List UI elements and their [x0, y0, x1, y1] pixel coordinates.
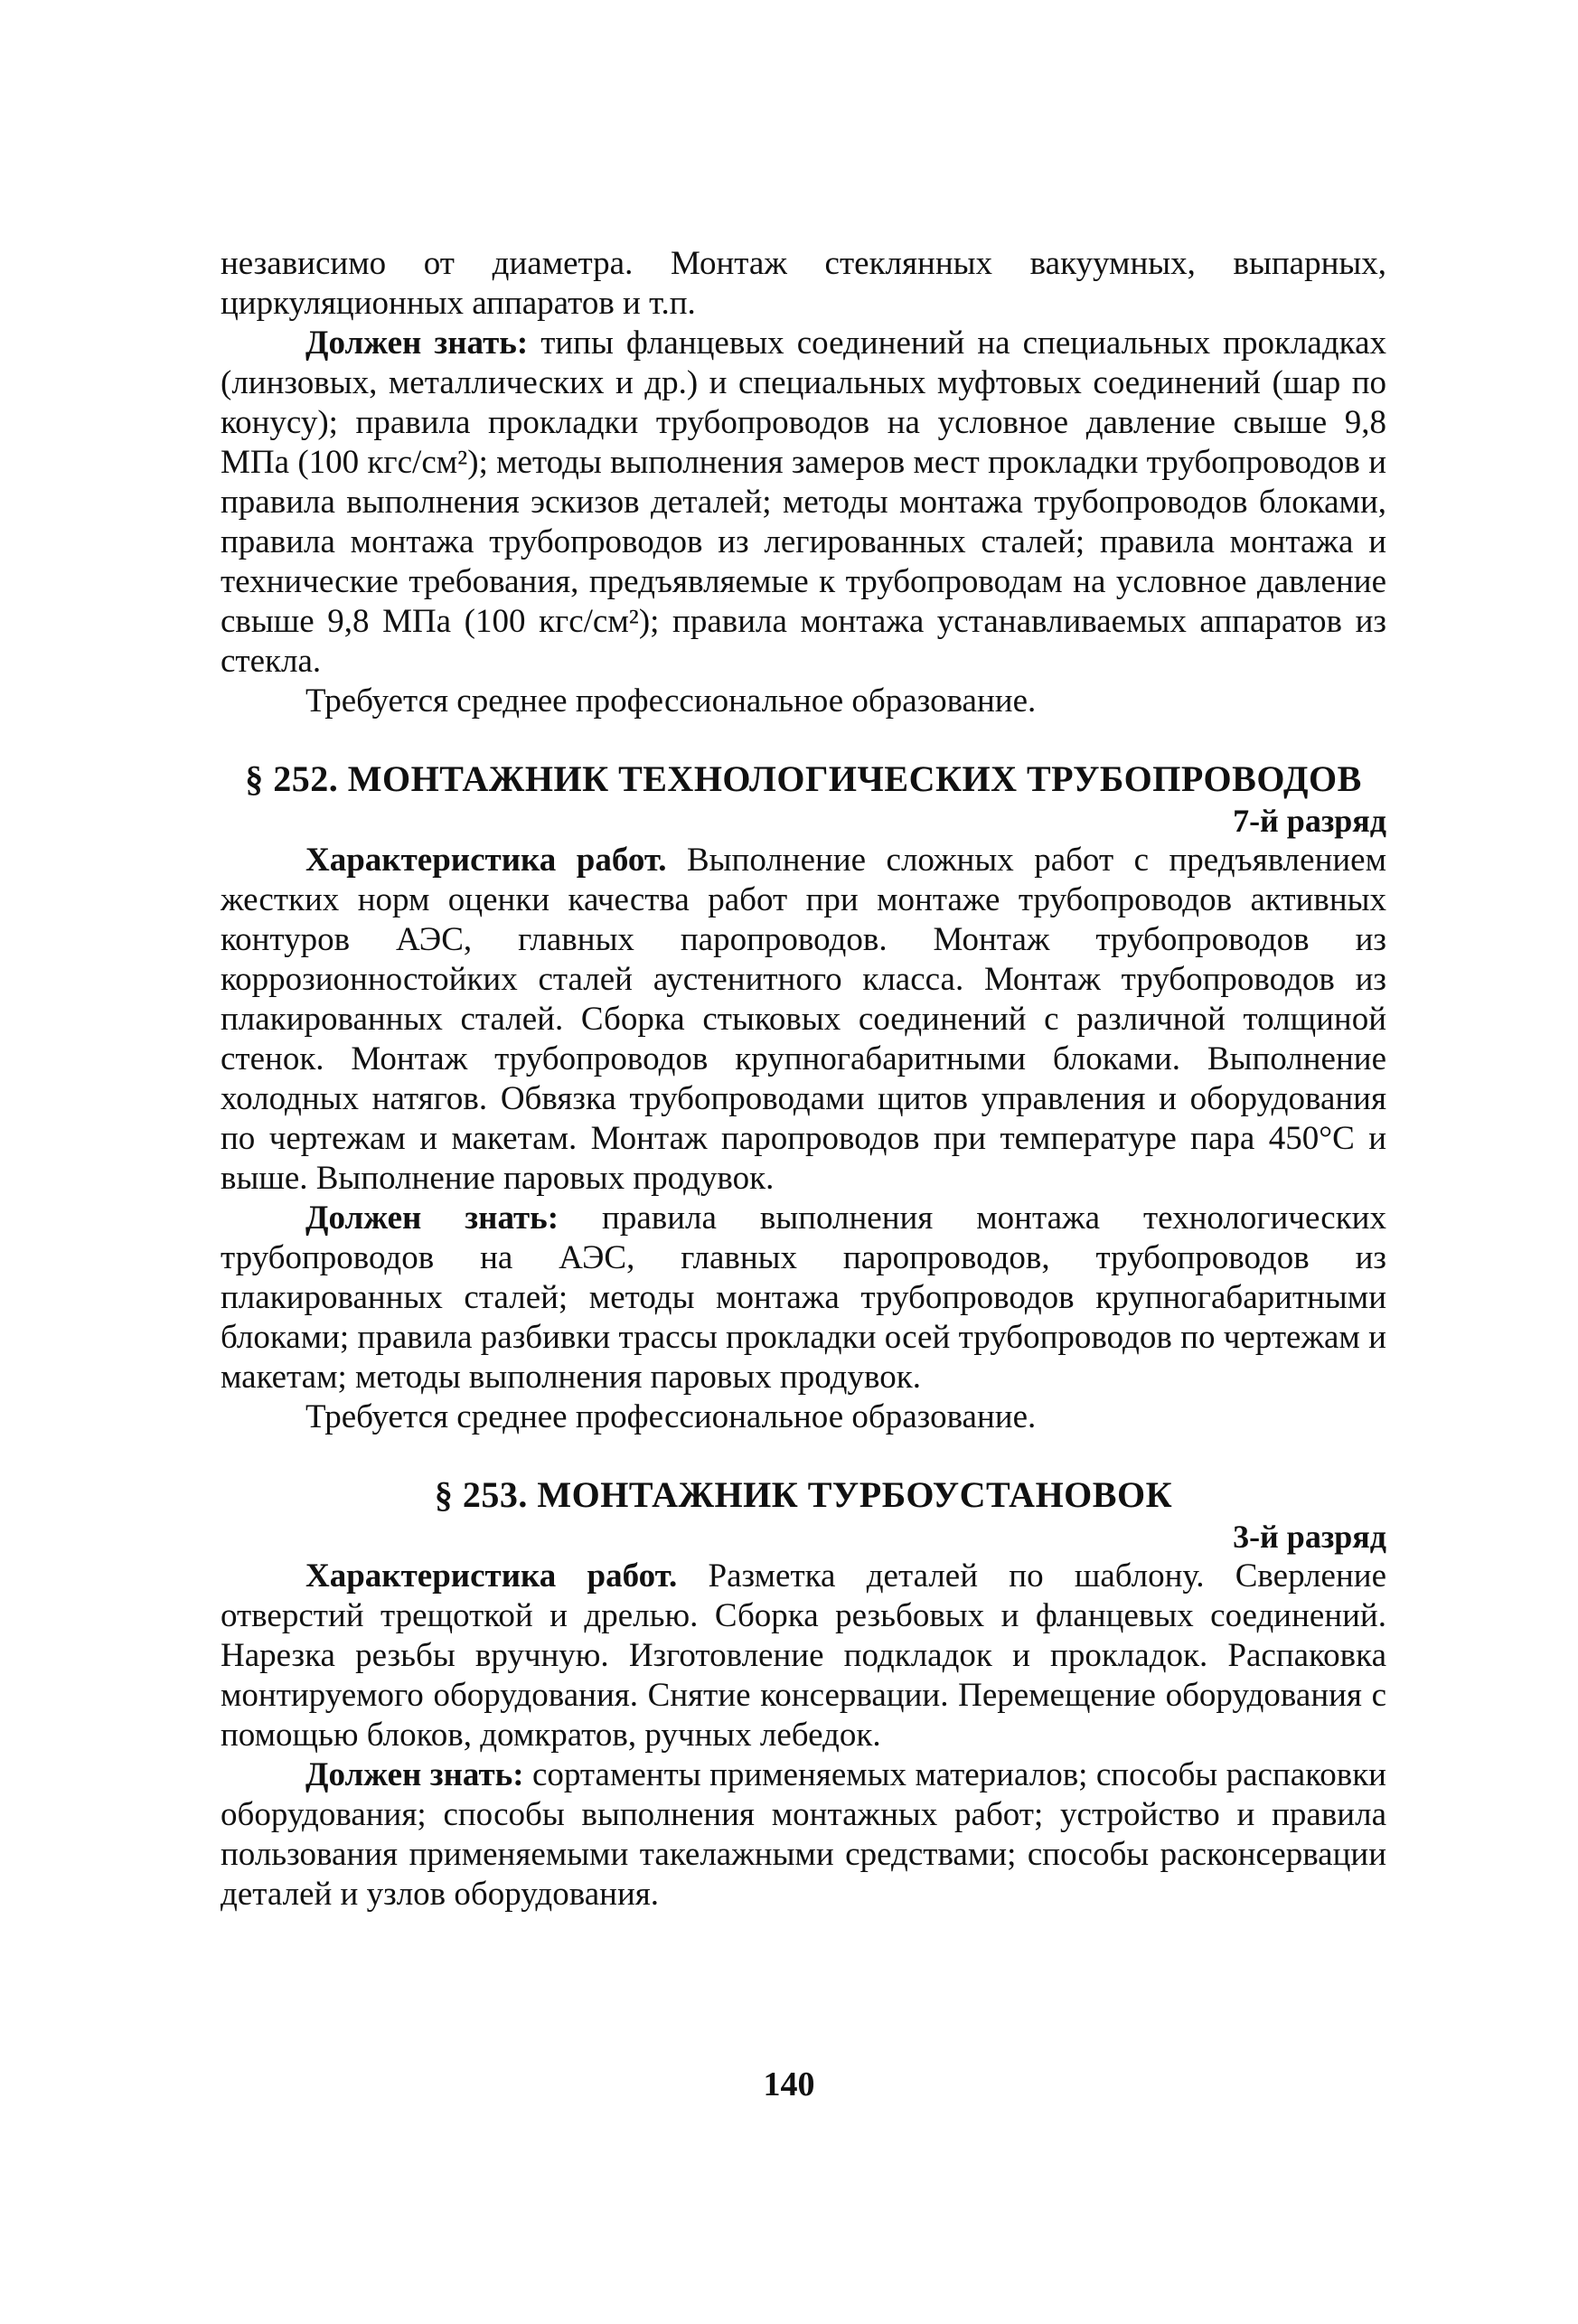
intro-knowledge-text: типы фланцевых соединений на специальных прокладках (линзовых, металлических и др.) и специальных муфтовых соединений (шар по конусу); правила прокладки трубопроводов на условное давление свыше 9,8 МПа (100 кгс/см²); методы выполнения замеров мест прокладки трубопроводов и правила выполнения эскизов деталей; методы монтажа трубопроводов блоками, правила монтажа трубопроводов из легированных сталей; правила монтажа и технические требования, предъявляемые к трубопроводам на условное давление свыше 9,8 МПа (100 кгс/см²); правила монтажа устанавливаемых аппаратов из стекла.	[221, 325, 1386, 680]
section-253-grade: 3-й разряд	[1233, 1519, 1386, 1555]
section-252-work-text: Выполнение сложных работ с предъявлением жестких норм оценки качества работ при монтаже трубопроводов активных контуров АЭС, главных паропроводов. Монтаж трубопроводов из коррозионностойких сталей аустенитного класса. Монтаж трубопроводов из плакированных сталей. Сборка стыковых соединений с различной толщиной стенок. Монтаж трубопроводов крупногабаритными блоками. Выполнение холодных натягов. Обвязка трубопроводами щитов управления и оборудования по чертежам и макетам. Монтаж паропроводов при температуре пара 450°С и выше. Выполнение паровых продувок.	[221, 842, 1387, 1197]
section-253-work-paragraph	[221, 1557, 1386, 1755]
section-spacer	[221, 1437, 1386, 1473]
section-253-knowledge-label: Должен знать:	[305, 1756, 524, 1793]
section-252-education: Требуется среднее профессиональное образование.	[305, 1398, 1037, 1435]
section-252-knowledge-paragraph	[221, 1199, 1386, 1397]
section-252-work-paragraph	[221, 841, 1386, 1199]
intro-knowledge-paragraph	[221, 324, 1386, 682]
intro-education: Требуется среднее профессиональное образование.	[305, 682, 1037, 720]
page-number: 140	[763, 2065, 815, 2103]
section-252-knowledge-label: Должен знать:	[305, 1200, 559, 1237]
intro-continuation: независимо от диаметра. Монтаж стеклянных вакуумных, выпарных, циркуляционных аппаратов и т.п.	[221, 245, 1386, 322]
section-252-title: § 252. МОНТАЖНИК ТЕХНОЛОГИЧЕСКИХ ТРУБОПРОВОДОВ	[245, 758, 1362, 799]
intro-knowledge-label: Должен знать:	[305, 325, 529, 362]
section-253-work-label: Характеристика работ.	[305, 1557, 678, 1595]
section-252-knowledge-text: правила выполнения монтажа технологических трубопроводов на АЭС, главных паропроводов, трубопроводов из плакированных сталей; методы монтажа трубопроводов крупногабаритными блоками; правила разбивки трассы прокладки осей трубопроводов по чертежам и макетам; методы выполнения паровых продувок.	[221, 1200, 1386, 1396]
section-253-knowledge-paragraph	[221, 1755, 1386, 1915]
page-body	[221, 244, 1386, 1915]
section-253-work-text: Разметка деталей по шаблону. Сверление отверстий трещоткой и дрелью. Сборка резьбовых и фланцевых соединений. Нарезка резьбы вручную. Изготовление подкладок и прокладок. Распаковка монтируемого оборудования. Снятие консервации. Перемещение оборудования с помощью блоков, домкратов, ручных лебедок.	[221, 1557, 1386, 1754]
section-252-work-label: Характеристика работ.	[305, 842, 667, 879]
section-253-knowledge-text: сортаменты применяемых материалов; способы распаковки оборудования; способы выполнения монтажных работ; устройство и правила пользования применяемыми такелажными средствами; способы расконсервации деталей и узлов оборудования.	[221, 1756, 1386, 1913]
section-spacer	[221, 721, 1386, 757]
section-253-title: § 253. МОНТАЖНИК ТУРБОУСТАНОВОК	[434, 1474, 1173, 1515]
section-252-grade: 7-й разряд	[1233, 803, 1386, 839]
